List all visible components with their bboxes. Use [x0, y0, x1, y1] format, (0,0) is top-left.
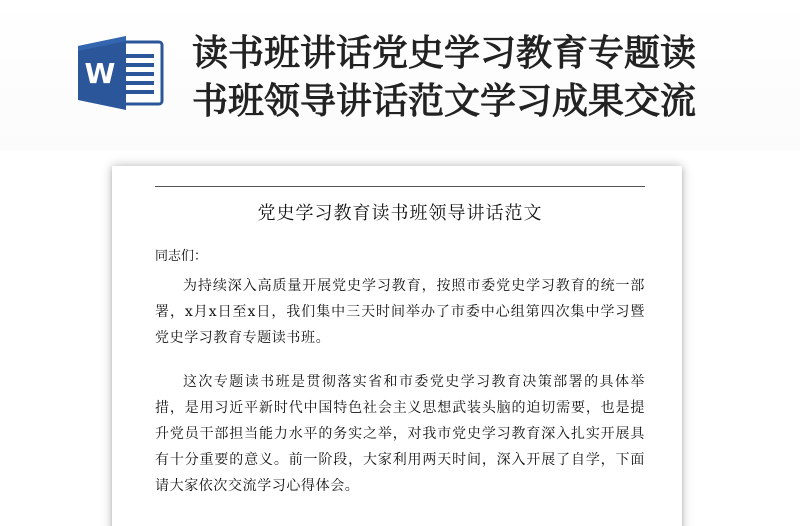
banner-title-line-2: 书班领导讲话范文学习成果交流 [192, 81, 697, 122]
banner [0, 0, 800, 150]
paragraph-2: 这次专题读书班是贯彻落实省和市委党史学习教育决策部署的具体举措，是用习近平新时代中国特色社会主义思想武装头脑的迫切需要，也是提升党员干部担当能力水平的务实之举，对我市党史学习教育深入扎实开展具有十分重要的意义。前一阶段，大家利用两天时间，深入开展了自学，下面请大家依次交流学习心得体会。 [155, 374, 645, 494]
document-title: 党史学习教育读书班领导讲话范文 [257, 203, 543, 224]
salutation: 同志们： [155, 249, 208, 264]
svg-text:W: W [84, 57, 116, 90]
word-document-icon [76, 32, 166, 114]
header-rule [155, 186, 645, 187]
banner-title-line-1: 读书班讲话党史学习教育专题读 [192, 33, 697, 74]
paragraph-1: 为持续深入高质量开展党史学习教育，按照市委党史学习教育的统一部署，x月x日至x日，我们集中三天时间举办了市委中心组第四次集中学习暨党史学习教育专题读书班。 [155, 278, 645, 346]
document-page [112, 166, 682, 526]
